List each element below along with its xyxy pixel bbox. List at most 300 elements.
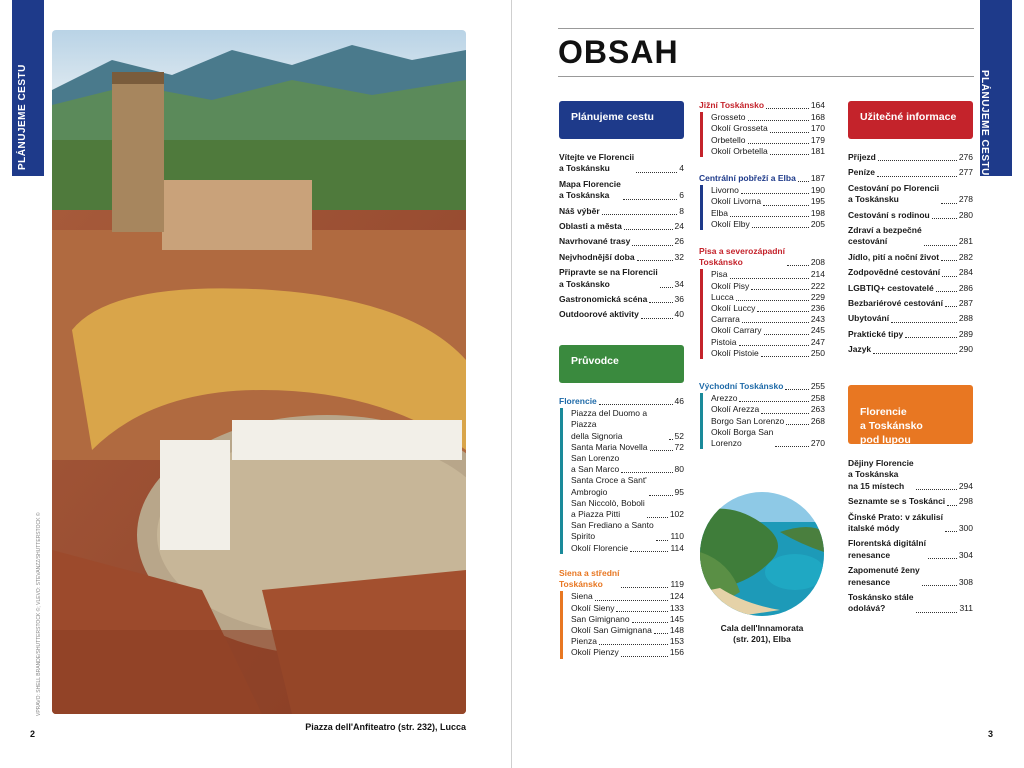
toc-entry[interactable] [848, 152, 973, 163]
toc-subentry[interactable] [571, 636, 684, 647]
toc-subentry-page: 95 [674, 486, 684, 497]
dot-leader [748, 120, 809, 121]
toc-subentry[interactable] [711, 208, 825, 219]
toc-subentry-page: 229 [810, 291, 825, 302]
toc-subentry-page: 268 [810, 415, 825, 426]
dot-leader [736, 300, 809, 301]
dot-leader [656, 540, 669, 541]
dot-leader [630, 551, 668, 552]
dot-leader [766, 108, 809, 109]
toc-subentry[interactable] [571, 453, 684, 475]
toc-entry-page: 278 [958, 194, 973, 205]
toc-subentry-page: 133 [669, 602, 684, 613]
toc-subentry[interactable] [711, 185, 825, 196]
dot-leader [621, 587, 668, 588]
toc-subentry[interactable] [711, 303, 825, 314]
dot-leader [757, 311, 808, 312]
toc-entry-title: Gastronomická scéna [559, 294, 648, 305]
toc-subentry[interactable] [711, 427, 825, 449]
dot-leader [739, 401, 808, 402]
toc-subentry-title: Siena [571, 591, 593, 602]
toc-entry-page: 304 [958, 549, 973, 560]
toc-subentry-page: 270 [810, 438, 825, 449]
region-subitems [560, 591, 684, 658]
toc-subentry-title: Livorno [711, 185, 739, 196]
toc-subentry-page: 245 [810, 325, 825, 336]
toc-subentry-page: 168 [810, 112, 825, 123]
toc-entry-page: 281 [958, 236, 973, 247]
region-subitems [560, 408, 684, 554]
dot-leader [905, 337, 957, 338]
toc-subentry-page: 102 [669, 509, 684, 520]
elba-cove-photo [700, 492, 824, 616]
dot-leader [942, 276, 957, 277]
region-heading-title: Florencie [559, 396, 597, 406]
toc-subentry[interactable] [711, 348, 825, 359]
toc-entry-title: Jazyk [848, 344, 872, 355]
toc-entry[interactable] [848, 225, 973, 248]
toc-subentry[interactable] [711, 123, 825, 134]
toc-entry[interactable] [848, 283, 973, 294]
toc-subentry-page: 110 [670, 531, 684, 542]
toc-subentry[interactable] [571, 520, 684, 542]
toc-subentry-title: Okolí Grosseta [711, 123, 768, 134]
toc-subentry-page: 222 [810, 280, 825, 291]
dot-leader [785, 389, 808, 390]
toc-entry-page: 311 [959, 603, 973, 614]
toc-subentry-page: 236 [810, 303, 825, 314]
toc-subentry-title: San Niccolò, Boboli a Piazza Pitti [571, 497, 645, 520]
toc-entry[interactable] [848, 167, 973, 178]
toc-subentry[interactable] [571, 614, 684, 625]
page-number-left: 2 [30, 729, 36, 739]
toc-entry-title: Mapa Florencie a Toskánska [559, 178, 621, 201]
toc-entry-page: 289 [958, 328, 973, 339]
toc-entry[interactable] [559, 309, 684, 320]
section-side-tab-right [980, 0, 1012, 176]
toc-entry-title: Florentská digitální renesance [848, 538, 926, 560]
toc-subentry-page: 179 [810, 134, 825, 145]
page-gutter [511, 0, 512, 768]
dot-leader [636, 172, 677, 173]
toc-subentry-title: Pienza [571, 636, 597, 647]
toc-entry-title: Ubytování [848, 313, 890, 324]
toc-entry-page: 277 [958, 167, 973, 178]
dot-leader [654, 633, 668, 634]
toc-entry[interactable] [559, 221, 684, 232]
toc-subentry[interactable] [711, 325, 825, 336]
toc-entry-page: 308 [958, 576, 973, 587]
toc-subentry[interactable] [571, 625, 684, 636]
toc-subentry-title: Santa Maria Novella [571, 441, 648, 452]
toc-entry-title: Cestování s rodinou [848, 209, 930, 220]
side-tab-label: PLÁNUJEME CESTU [979, 70, 990, 176]
photo-caption: Piazza dell'Anfiteatro (str. 232), Lucca [305, 722, 466, 732]
dot-leader [761, 356, 809, 357]
toc-subentry-page: 80 [674, 464, 684, 475]
region-subitems [700, 185, 825, 230]
toc-subentry-title: Okolí Livorna [711, 196, 762, 207]
toc-subentry[interactable] [711, 404, 825, 415]
toc-entry[interactable] [848, 565, 973, 588]
toc-entry-title: Seznamte se s Toskánci [848, 496, 946, 507]
toc-subentry-page: 170 [810, 123, 825, 134]
section-label: Průvodce [571, 355, 619, 367]
toc-subentry-page: 124 [669, 591, 684, 602]
region-heading-title: Jižní Toskánsko [699, 100, 765, 110]
region-heading[interactable] [699, 381, 825, 392]
dot-leader [595, 600, 668, 601]
toc-entry-page: 298 [958, 496, 973, 507]
toc-entry[interactable] [848, 538, 973, 561]
toc-entry-title: Zdraví a bezpečné cestování [848, 225, 922, 247]
toc-subentry[interactable] [711, 112, 825, 123]
region-heading-title: Centrální pobřeží a Elba [699, 173, 796, 183]
dot-leader [922, 585, 957, 586]
dot-leader [602, 214, 678, 215]
region-heading-page: 46 [674, 396, 684, 406]
section-florencie-lupou [848, 385, 973, 444]
dot-leader [739, 345, 809, 346]
title-rule [558, 76, 974, 77]
dot-leader [647, 517, 668, 518]
toc-subentry[interactable] [571, 603, 684, 614]
toc-subentry-page: 153 [669, 636, 684, 647]
region-subitems [700, 269, 825, 359]
toc-subentry[interactable] [711, 337, 825, 348]
toc-entry-title: Příjezd [848, 152, 876, 162]
toc-entry-title: Toskánsko stále odolává? [848, 592, 914, 614]
toc-subentry-title: San Gimignano [571, 613, 630, 624]
toc-entry-title: Bezbariérové cestování [848, 298, 943, 309]
toc-subentry-title: Grosseto [711, 112, 746, 123]
dot-leader [763, 205, 809, 206]
dot-leader [936, 291, 957, 292]
dot-leader [632, 622, 668, 623]
toc-entry-page: 34 [674, 278, 684, 289]
elba-caption: Cala dell'Innamorata (str. 201), Elba [720, 623, 804, 644]
toc-uzitecne [848, 152, 973, 360]
toc-entry[interactable] [559, 206, 684, 217]
toc-subentry[interactable] [571, 442, 684, 453]
dot-leader [650, 450, 673, 451]
dot-leader [786, 424, 809, 425]
toc-jizni [699, 100, 825, 157]
dot-leader [621, 656, 668, 657]
toc-entry-page: 282 [958, 251, 973, 262]
region-subitems [700, 112, 825, 157]
photo-credit: VPRAVO: SHELL BRANDE/SHUTTERSTOCK ©; VLEVO: STEVANZZ/SHUTTERSTOCK © [36, 512, 42, 716]
dot-leader [748, 143, 809, 144]
dot-leader [941, 260, 957, 261]
toc-entry-page: 290 [958, 344, 973, 355]
toc-subentry-page: 263 [810, 404, 825, 415]
toc-subentry-title: Carrara [711, 314, 740, 325]
toc-subentry-title: Okolí Elby [711, 218, 750, 229]
toc-entry[interactable] [848, 329, 973, 340]
toc-entry-title: Náš výběr [559, 205, 600, 216]
lucca-piazza-photo [52, 30, 466, 714]
region-heading[interactable] [559, 568, 684, 590]
section-uzitecne [848, 101, 973, 139]
toc-subentry[interactable] [571, 543, 684, 554]
toc-entry-title: Cestování po Florencii a Toskánsku [848, 182, 940, 205]
dot-leader [877, 176, 957, 177]
toc-entry-page: 280 [958, 209, 973, 220]
toc-entry-title: Připravte se na Florencii a Toskánsko [559, 267, 658, 289]
toc-subentry[interactable] [711, 269, 825, 280]
toc-subentry-title: San Frediano a Santo Spirito [571, 520, 654, 542]
dot-leader [945, 306, 957, 307]
toc-subentry-title: Okolí Orbetella [711, 145, 768, 156]
toc-subentry-title: Okolí Pienzy [571, 647, 619, 658]
toc-entry-page: 300 [958, 523, 973, 534]
toc-subentry-title: Santa Croce a Sant' Ambrogio [571, 475, 647, 497]
toc-subentry-page: 205 [810, 218, 825, 229]
toc-entry-title: Praktické tipy [848, 328, 904, 339]
region-heading-title: Východní Toskánsko [699, 381, 784, 391]
section-pruvodce [559, 345, 684, 383]
toc-subentry[interactable] [711, 416, 825, 427]
toc-entry-page: 276 [958, 152, 973, 162]
dot-leader [637, 260, 673, 261]
toc-subentry-title: Borgo San Lorenzo [711, 415, 785, 426]
toc-entry-page: 284 [958, 267, 973, 278]
section-side-tab-left [12, 0, 44, 176]
toc-subentry-page: 250 [810, 347, 825, 358]
dot-leader [751, 289, 809, 290]
toc-subentry[interactable] [571, 647, 684, 658]
dot-leader [741, 193, 809, 194]
toc-entry-title: Zapomenuté ženy renesance [848, 565, 920, 587]
toc-subentry[interactable] [711, 135, 825, 146]
dot-leader [641, 318, 673, 319]
toc-entry-title: Oblasti a města [559, 221, 622, 232]
region-heading-page: 119 [670, 579, 684, 590]
toc-subentry[interactable] [571, 408, 684, 442]
toc-subentry-title: Okolí Sieny [571, 602, 615, 613]
toc-subentry-page: 214 [810, 269, 825, 280]
dot-leader [621, 472, 672, 473]
toc-subentry[interactable] [571, 591, 684, 602]
toc-entry-title: Dějiny Florencie a Toskánska na 15 místech [848, 458, 914, 491]
toc-subentry[interactable] [571, 498, 684, 520]
toc-entry-page: 294 [958, 480, 973, 491]
region-heading[interactable] [699, 173, 825, 184]
toc-entry[interactable] [848, 344, 973, 355]
toc-subentry-title: Okolí San Gimignana [571, 625, 652, 636]
toc-florencie [559, 396, 684, 554]
toc-subentry-page: 198 [810, 207, 825, 218]
toc-entry[interactable] [848, 298, 973, 309]
toc-entry[interactable] [848, 458, 973, 492]
toc-subentry[interactable] [711, 196, 825, 207]
dot-leader [924, 245, 957, 246]
toc-entry[interactable] [848, 313, 973, 324]
dot-leader [616, 611, 667, 612]
toc-subentry[interactable] [711, 292, 825, 303]
toc-subentry-page: 195 [810, 196, 825, 207]
toc-entry-page: 287 [958, 298, 973, 309]
city-square-photo-icon [52, 30, 466, 714]
toc-centralni [699, 173, 825, 230]
toc-entry-page: 36 [674, 294, 684, 305]
toc-siena [559, 568, 684, 659]
section-label: Plánujeme cestu [571, 111, 654, 123]
dot-leader [649, 495, 673, 496]
section-planujeme [559, 101, 684, 139]
toc-subentry[interactable] [711, 146, 825, 157]
dot-leader [761, 413, 809, 414]
toc-subentry-title: Okolí Luccy [711, 303, 756, 314]
toc-entry-title: Vítejte ve Florencii a Toskánsku [559, 152, 635, 174]
toc-entry[interactable] [848, 512, 973, 535]
toc-entry-page: 286 [958, 282, 973, 293]
dot-leader [649, 302, 672, 303]
region-heading[interactable] [699, 100, 825, 111]
toc-entry-title: Zodpovědné cestování [848, 267, 941, 278]
region-heading-title: Siena a střední Toskánsko [559, 568, 620, 590]
toc-subentry-title: Pistoia [711, 336, 737, 347]
dot-leader [873, 353, 957, 354]
dot-leader [941, 203, 957, 204]
region-heading-page: 187 [810, 173, 825, 183]
region-heading-title: Pisa a severozápadní Toskánsko [699, 246, 785, 268]
dot-leader [742, 322, 809, 323]
region-heading[interactable] [559, 396, 684, 407]
toc-entry[interactable] [848, 267, 973, 278]
toc-subentry-page: 148 [669, 625, 684, 636]
toc-subentry-page: 243 [810, 314, 825, 325]
toc-subentry-title: Okolí Pistoie [711, 347, 759, 358]
toc-subentry-page: 72 [674, 441, 684, 452]
dot-leader [770, 154, 809, 155]
toc-entry[interactable] [848, 592, 973, 615]
toc-entry-page: 6 [679, 190, 684, 201]
dot-leader [730, 278, 809, 279]
dot-leader [787, 265, 809, 266]
page-title: OBSAH [558, 34, 679, 70]
toc-entry-title: Čínské Prato: v zákulisí italské módy [848, 511, 943, 534]
dot-leader [752, 227, 809, 228]
toc-entry[interactable] [559, 236, 684, 247]
toc-subentry-page: 181 [810, 145, 825, 156]
dot-leader [764, 334, 809, 335]
dot-leader [624, 229, 673, 230]
toc-subentry[interactable] [711, 219, 825, 230]
dot-leader [775, 446, 808, 447]
toc-subentry-title: Arezzo [711, 393, 738, 404]
toc-subentry-page: 247 [810, 336, 825, 347]
toc-subentry-title: Okolí Carrary [711, 325, 762, 336]
dot-leader [878, 160, 957, 161]
toc-entry-page: 40 [674, 309, 684, 320]
section-label: Užitečné informace [860, 111, 957, 123]
section-label: Florencie a Toskánsko pod lupou [860, 406, 923, 446]
toc-entry-title: Jídlo, pití a noční život [848, 251, 940, 262]
toc-subentry-title: Okolí Pisy [711, 280, 750, 291]
toc-subentry-title: Orbetello [711, 134, 746, 145]
dot-leader [928, 558, 957, 559]
side-tab-label: PLÁNUJEME CESTU [17, 64, 28, 170]
toc-subentry-page: 156 [669, 647, 684, 658]
toc-subentry-title: Okolí Borga San Lorenzo [711, 426, 774, 449]
dot-leader [770, 132, 809, 133]
region-subitems [700, 393, 825, 449]
dot-leader [599, 644, 668, 645]
toc-subentry-title: Okolí Arezza [711, 404, 760, 415]
toc-entry-page: 4 [679, 163, 684, 174]
region-heading-page: 255 [810, 381, 825, 391]
dot-leader [632, 245, 672, 246]
toc-subentry-title: Pisa [711, 269, 728, 280]
toc-subentry-page: 145 [669, 613, 684, 624]
region-heading-page: 164 [810, 100, 825, 110]
toc-entry-page: 24 [674, 221, 684, 232]
toc-entry-page: 288 [958, 313, 973, 324]
toc-subentry[interactable] [571, 475, 684, 497]
toc-subentry-title: Elba [711, 207, 729, 218]
dot-leader [660, 287, 673, 288]
toc-subentry[interactable] [711, 314, 825, 325]
toc-subentry[interactable] [711, 393, 825, 404]
dot-leader [891, 322, 957, 323]
top-rule [558, 28, 974, 29]
dot-leader [945, 531, 957, 532]
toc-pisa [699, 246, 825, 359]
toc-subentry-page: 258 [810, 393, 825, 404]
dot-leader [916, 489, 957, 490]
dot-leader [669, 439, 673, 440]
dot-leader [947, 505, 957, 506]
toc-entry[interactable] [559, 294, 684, 305]
toc-entry-title: Nejvhodnější doba [559, 251, 635, 262]
toc-subentry-title: San Lorenzo a San Marco [571, 453, 620, 475]
dot-leader [730, 216, 809, 217]
page-number-right: 3 [988, 729, 994, 739]
toc-entry-page: 26 [674, 236, 684, 247]
toc-entry[interactable] [559, 267, 684, 290]
toc-subentry[interactable] [711, 281, 825, 292]
toc-entry[interactable] [848, 252, 973, 263]
dot-leader [932, 218, 957, 219]
toc-entry[interactable] [848, 210, 973, 221]
toc-entry-title: Outdoorové aktivity [559, 309, 639, 320]
toc-subentry-page: 190 [810, 185, 825, 196]
toc-planujeme [559, 152, 684, 325]
toc-entry[interactable] [559, 152, 684, 175]
toc-vychodni [699, 381, 825, 449]
dot-leader [623, 199, 677, 200]
toc-subentry-title: Okolí Florencie [571, 542, 629, 553]
toc-entry[interactable] [848, 496, 973, 507]
region-heading[interactable] [699, 246, 825, 268]
toc-entry[interactable] [848, 183, 973, 206]
toc-entry-title: Peníze [848, 167, 875, 178]
dot-leader [599, 404, 673, 405]
toc-entry-page: 8 [679, 205, 684, 216]
region-heading-page: 208 [810, 257, 825, 268]
toc-subentry-title: Piazza del Duomo a Piazza della Signoria [571, 408, 648, 441]
toc-entry-title: Navrhované trasy [559, 236, 631, 247]
toc-entry[interactable] [559, 179, 684, 202]
toc-entry-page: 32 [674, 251, 684, 262]
beach-cove-icon [700, 492, 824, 616]
toc-entry[interactable] [559, 252, 684, 263]
toc-subentry-page: 52 [674, 430, 684, 441]
toc-lupou [848, 458, 973, 619]
dot-leader [798, 181, 809, 182]
